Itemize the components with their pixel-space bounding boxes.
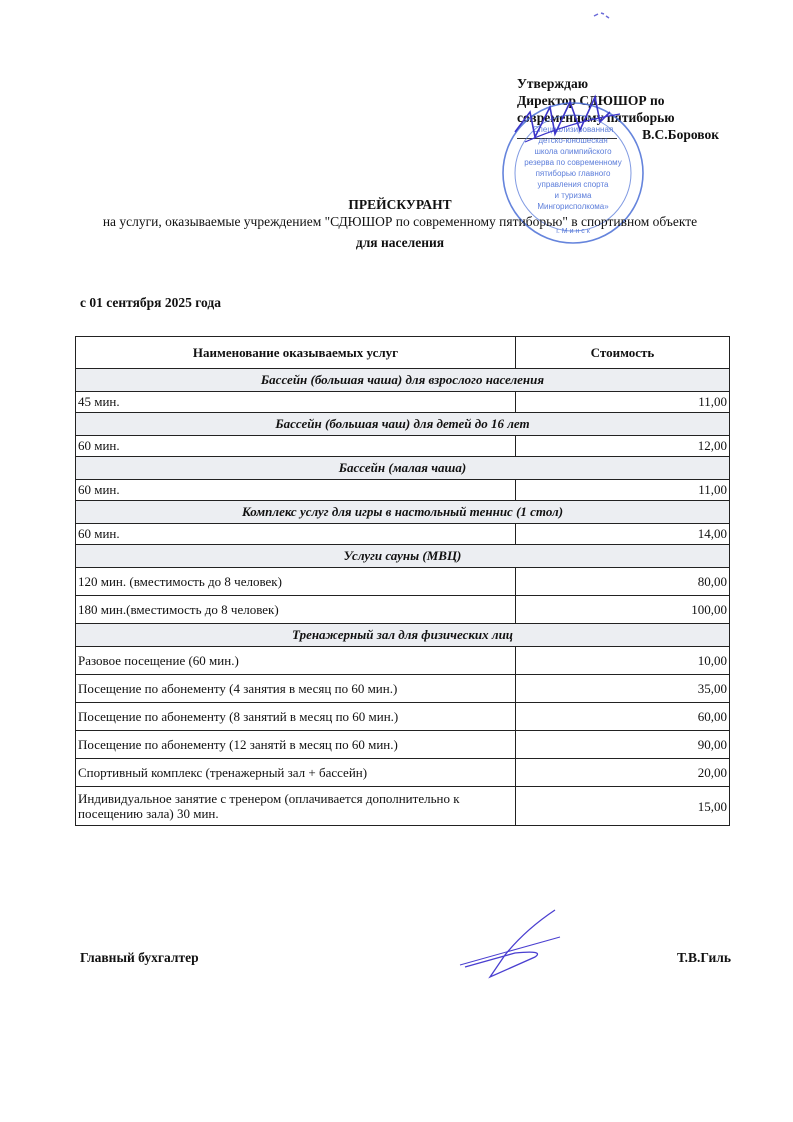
effective-date: с 01 сентября 2025 года: [80, 295, 221, 310]
approval-position-line1: Директор СДЮШОР по: [517, 93, 665, 108]
section-row: [76, 545, 730, 568]
service-price: 12,00: [516, 436, 730, 457]
service-name: Индивидуальное занятие с тренером (оплачивается дополнительно к посещению зала) 30 мин.: [76, 787, 516, 826]
table-row: [76, 568, 730, 596]
service-price: 20,00: [516, 759, 730, 787]
table-row: [76, 436, 730, 457]
section-title: Бассейн (большая чаш) для детей до 16 лет: [76, 413, 730, 436]
table-row: [76, 524, 730, 545]
accountant-position: Главный бухгалтер: [80, 950, 199, 965]
svg-text:школа олимпийского: школа олимпийского: [534, 147, 612, 156]
svg-text:пятиборью главного: пятиборью главного: [535, 169, 611, 178]
column-header-service: Наименование оказываемых услуг: [76, 337, 516, 369]
service-name: 120 мин. (вместимость до 8 человек): [76, 568, 516, 596]
service-price: 14,00: [516, 524, 730, 545]
table-row: [76, 647, 730, 675]
service-name: 180 мин.(вместимость до 8 человек): [76, 596, 516, 624]
accountant-name: Т.В.Гиль: [677, 950, 731, 965]
service-name: 60 мин.: [76, 480, 516, 501]
table-row: [76, 480, 730, 501]
column-header-price: Стоимость: [516, 337, 730, 369]
svg-text:Специализированная: Специализированная: [532, 125, 614, 134]
accountant-signature-icon: [455, 905, 565, 980]
section-title: Бассейн (большая чаша) для взрослого населения: [76, 369, 730, 392]
table-row: [76, 759, 730, 787]
section-row: [76, 501, 730, 524]
service-name: Разовое посещение (60 мин.): [76, 647, 516, 675]
service-price: 11,00: [516, 480, 730, 501]
service-name: 60 мин.: [76, 436, 516, 457]
service-price: 15,00: [516, 787, 730, 826]
section-title: Бассейн (малая чаша): [76, 457, 730, 480]
approval-signer: В.С.Боровок: [642, 127, 719, 142]
service-price: 90,00: [516, 731, 730, 759]
svg-text:Мингорисполкома»: Мингорисполкома»: [537, 202, 609, 211]
service-name: 45 мин.: [76, 392, 516, 413]
table-row: [76, 596, 730, 624]
section-row: [76, 624, 730, 647]
table-header-row: [76, 337, 730, 369]
svg-text:и туризма: и туризма: [554, 191, 592, 200]
svg-text:детско-юношеская: детско-юношеская: [538, 136, 608, 145]
service-name: Посещение по абонементу (12 занятй в месяц по 60 мин.): [76, 731, 516, 759]
document-title: ПРЕЙСКУРАНТ: [348, 197, 452, 212]
svg-text:резерва по современному: резерва по современному: [524, 158, 622, 167]
document-audience: для населения: [355, 235, 445, 250]
table-row: [76, 787, 730, 826]
service-price: 100,00: [516, 596, 730, 624]
table-row: [76, 731, 730, 759]
service-price: 80,00: [516, 568, 730, 596]
approval-position-line2: современному пятиборью: [517, 110, 675, 125]
service-name: Посещение по абонементу (4 занятия в месяц по 60 мин.): [76, 675, 516, 703]
scan-mark-icon: [592, 10, 612, 20]
service-price: 35,00: [516, 675, 730, 703]
document-header: [70, 196, 730, 251]
service-name: 60 мин.: [76, 524, 516, 545]
section-row: [76, 457, 730, 480]
svg-text:управления спорта: управления спорта: [537, 180, 609, 189]
table-row: [76, 703, 730, 731]
svg-text:г. М и н с к: г. М и н с к: [556, 228, 590, 235]
service-name: Спортивный комплекс (тренажерный зал + бассейн): [76, 759, 516, 787]
section-title: Комплекс услуг для игры в настольный теннис (1 стол): [76, 501, 730, 524]
section-row: [76, 413, 730, 436]
table-row: [76, 675, 730, 703]
price-table: [75, 336, 730, 826]
section-title: Услуги сауны (МВЦ): [76, 545, 730, 568]
document-subtitle: на услуги, оказываемые учреждением "СДЮШОР по современному пятиборью" в спортивном объекте: [102, 214, 698, 229]
section-row: [76, 369, 730, 392]
service-price: 11,00: [516, 392, 730, 413]
section-title: Тренажерный зал для физических лиц: [76, 624, 730, 647]
service-name: Посещение по абонементу (8 занятий в месяц по 60 мин.): [76, 703, 516, 731]
service-price: 60,00: [516, 703, 730, 731]
service-price: 10,00: [516, 647, 730, 675]
approval-heading: Утверждаю: [517, 76, 589, 91]
director-signature-icon: [510, 92, 640, 152]
table-row: [76, 392, 730, 413]
